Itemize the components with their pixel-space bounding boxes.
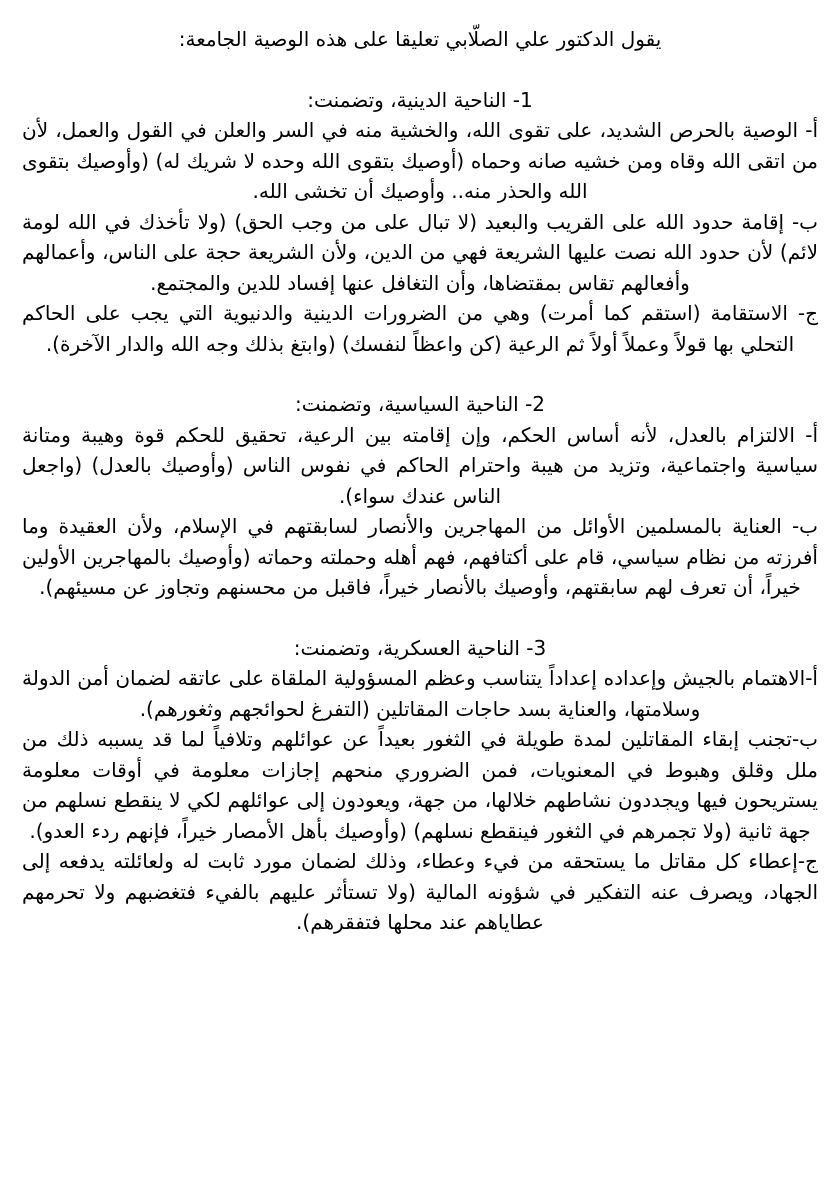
section-political [22, 389, 818, 603]
section-heading: 2- الناحية السياسية، وتضمنت: [294, 392, 546, 416]
paragraph: ب- العناية بالمسلمين الأوائل من المهاجرين والأنصار لسابقتهم في الإسلام، ولأن العقيدة وما أفرزته من نظام سياسي، قام على أكتافهم، فهم أهله وحملته وحماته (وأوصيك بالمهاجرين الأولين خيراً، أن تعرف لهم سابقتهم، وأوصيك بالأنصار خيراً، فاقبل من محسنهم وتجاوز عن مسيئهم). [22, 514, 818, 599]
section-religious [22, 85, 818, 360]
section-military [22, 633, 818, 938]
section-heading: 3- الناحية العسكرية، وتضمنت: [293, 635, 547, 660]
paragraph: أ- الالتزام بالعدل، لأنه أساس الحكم، وإن إقامته بين الرعية، تحقيق للحكم قوة وهيبة ومتانة سياسية واجتماعية، وتزيد من هيبة واحترام الحاكم في نفوس الناس (وأوصيك بالعدل) (واجعل الناس عندك سواء). [22, 422, 818, 508]
paragraph: ج-إعطاء كل مقاتل ما يستحقه من فيء وعطاء، وذلك لضمان مورد ثابت له ولعائلته يدفعه إلى الجهاد، ويصرف عنه التفكير في شؤونه المالية (ولا تستأثر عليهم بالفيء فتغضبهم ولا تحرمهم عطاياهم عند محلها فتفقرهم). [22, 849, 818, 934]
document-title: يقول الدكتور علي الصلّابي تعليقا على هذه الوصية الجامعة: [178, 27, 662, 51]
section-heading: 1- الناحية الدينية، وتضمنت: [307, 87, 533, 112]
paragraph: أ-الاهتمام بالجيش وإعداده إعداداً يتناسب وعظم المسؤولية الملقاة على عاتقه لضمان أمن الدولة وسلامتها، والعناية بسد حاجات المقاتلين (التفرغ لحوائجهم وثغورهم). [22, 666, 818, 721]
paragraph: ب- إقامة حدود الله على القريب والبعيد (لا تبال على من وجب الحق) (ولا تأخذك في الله لومة لائم) لأن حدود الله نصت عليها الشريعة فهي من الدين، ولأن الشريعة حجة على الناس، وأعمالهم وأفعالهم تقاس بمقتضاها، وأن التغافل عنها إفساد للدين والمجتمع. [22, 209, 818, 295]
paragraph: ج- الاستقامة (استقم كما أمرت) وهي من الضرورات الدينية والدنيوية التي يجب على الحاكم التحلي بها قولاً وعملاً أولاً ثم الرعية (كن واعظاً لنفسك) (وابتغ بذلك وجه الله والدار الآخرة). [22, 301, 818, 356]
paragraph: ب-تجنب إبقاء المقاتلين لمدة طويلة في الثغور بعيداً عن عوائلهم وتلافياً لما قد يسببه ذلك من ملل وقلق وهبوط في المعنويات، فمن الضروري منحهم إجازات معلومة في أوقات معلومة يستريحون فيها ويجددون نشاطهم خلالها، من جهة، ويعودون إلى عوائلهم لكي لا ينقطع نسلهم من جهة ثانية (ولا تجمرهم في الثغور فينقطع نسلهم) (وأوصيك بأهل الأمصار خيراً، فإنهم ردء العدو). [22, 727, 818, 843]
paragraph: أ- الوصية بالحرص الشديد، على تقوى الله، والخشية منه في السر والعلن في القول والعمل، لأن من اتقى الله وقاه ومن خشيه صانه وحماه (أوصيك بتقوى الله وحده لا شريك له) (وأوصيك بتقوى الله والحذر منه.. وأوصيك أن تخشى الله. [22, 118, 818, 203]
